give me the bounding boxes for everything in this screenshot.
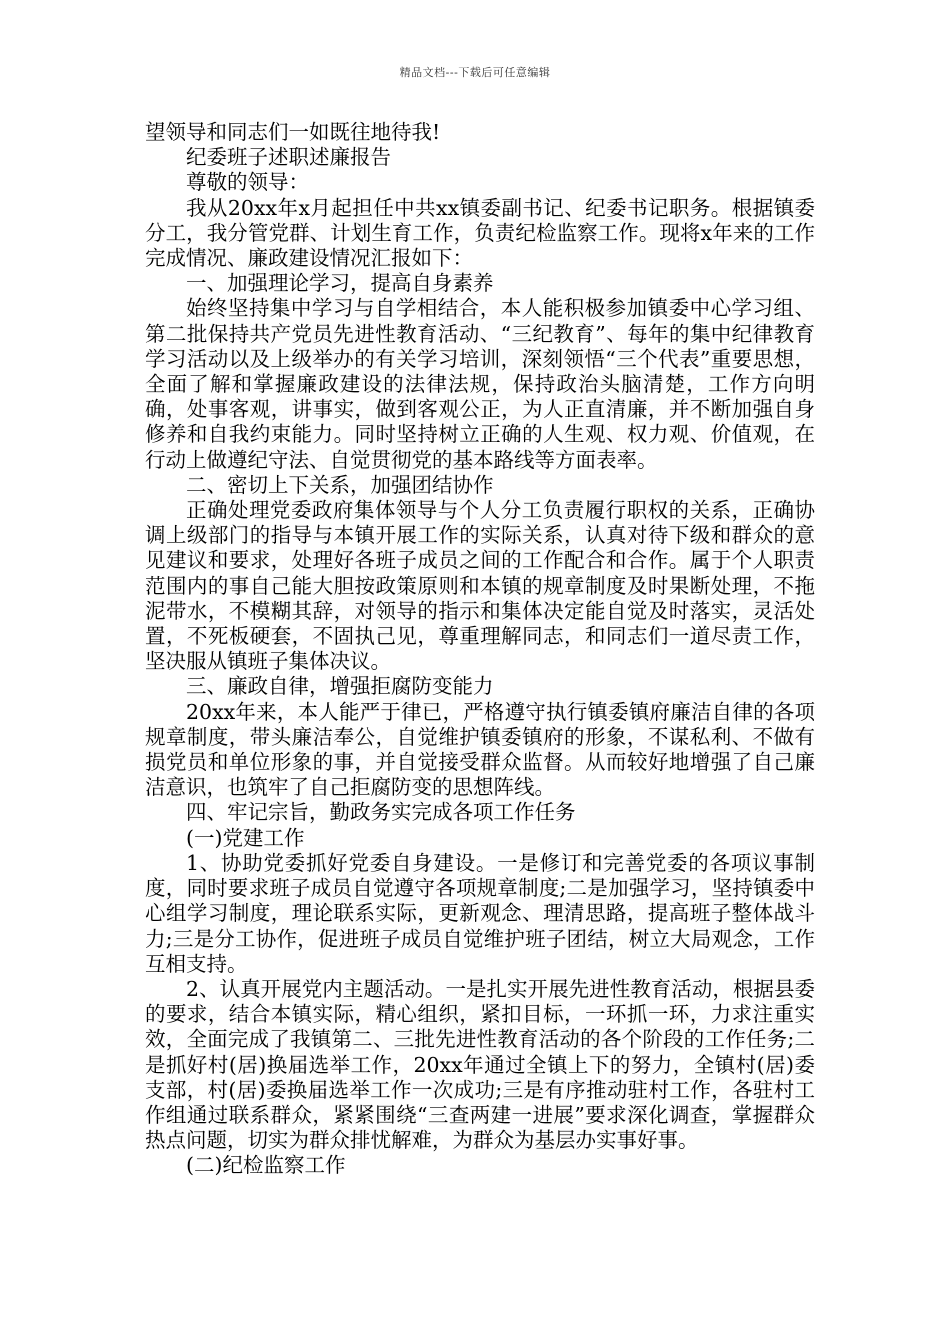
paragraph-item-1: 1、协助党委抓好党委自身建设。一是修订和完善党委的各项议事制度，同时要求班子成员自觉遵守各项规章制度;二是加强学习，坚持镇委中心组学习制度，理论联系实际，更新观念、理清思路，提高班子整体战斗力;三是分工协作，促进班子成员自觉维护班子团结，树立大局观念，工作互相支持。 — [145, 850, 815, 976]
paragraph-section-1: 始终坚持集中学习与自学相结合，本人能积极参加镇委中心学习组、第二批保持共产党员先进性教育活动、“三纪教育”、每年的集中纪律教育学习活动以及上级举办的有关学习培训，深刻领悟“三个代表”重要思想，全面了解和掌握廉政建设的法律法规，保持政治头脑清楚，工作方向明确，处事客观，讲事实，做到客观公正，为人正直清廉，并不断加强自身修养和自我约束能力。同时坚持树立正确的人生观、权力观、价值观，在行动上做遵纪守法、自觉贯彻党的基本路线等方面表率。 — [145, 296, 815, 472]
section-heading-2: 二、密切上下关系，加强团结协作 — [186, 472, 494, 497]
report-title: 纪委班子述职述廉报告 — [186, 145, 391, 170]
paragraph-closing-line: 望领导和同志们一如既往地待我! — [145, 120, 441, 144]
document-body — [145, 120, 815, 1179]
paragraph-intro: 我从20xx年x月起担任中共xx镇委副书记、纪委书记职务。根据镇委分工，我分管党群、计划生育工作，负责纪检监察工作。现将x年来的工作完成情况、廉政建设情况汇报如下： — [145, 195, 815, 271]
salutation: 尊敬的领导： — [186, 170, 309, 195]
section-heading-1: 一、加强理论学习，提高自身素养 — [186, 271, 494, 296]
section-heading-3: 三、廉政自律，增强拒腐防变能力 — [186, 674, 494, 699]
paragraph-section-2: 正确处理党委政府集体领导与个人分工负责履行职权的关系，正确协调上级部门的指导与本镇开展工作的实际关系，认真对待下级和群众的意见建议和要求，处理好各班子成员之间的工作配合和合作。属于个人职责范围内的事自己能大胆按政策原则和本镇的规章制度及时果断处理，不拖泥带水，不模糊其辞，对领导的指示和集体决定能自觉及时落实，灵活处置，不死板硬套，不固执己见，尊重理解同志，和同志们一道尽责工作，坚决服从镇班子集体决议。 — [145, 498, 815, 674]
paragraph-item-2: 2、认真开展党内主题活动。一是扎实开展先进性教育活动，根据县委的要求，结合本镇实际，精心组织，紧扣目标，一环抓一环，力求注重实效，全面完成了我镇第二、三批先进性教育活动的各个阶段的工作任务;二是抓好村(居)换届选举工作，20xx年通过全镇上下的努力，全镇村(居)委支部，村(居)委换届选举工作一次成功;三是有序推动驻村工作，各驻村工作组通过联系群众，紧紧围绕“三查两建一进展”要求深化调查，掌握群众热点问题，切实为群众排忧解难，为群众为基层办实事好事。 — [145, 976, 815, 1153]
paragraph-section-3: 20xx年来，本人能严于律已，严格遵守执行镇委镇府廉洁自律的各项规章制度，带头廉洁奉公，自觉维护镇委镇府的形象，不谋私利、不做有损党员和单位形象的事，并自觉接受群众监督。从而较好地增强了自己廉洁意识，也筑牢了自己拒腐防变的思想阵线。 — [145, 699, 815, 800]
subsection-heading-discipline: (二)纪检监察工作 — [186, 1153, 346, 1178]
section-heading-4: 四、牢记宗旨，勤政务实完成各项工作任务 — [186, 800, 576, 825]
subsection-heading-party-building: (一)党建工作 — [186, 825, 305, 850]
page-header: 精品文档---下载后可任意编辑 — [399, 66, 551, 79]
